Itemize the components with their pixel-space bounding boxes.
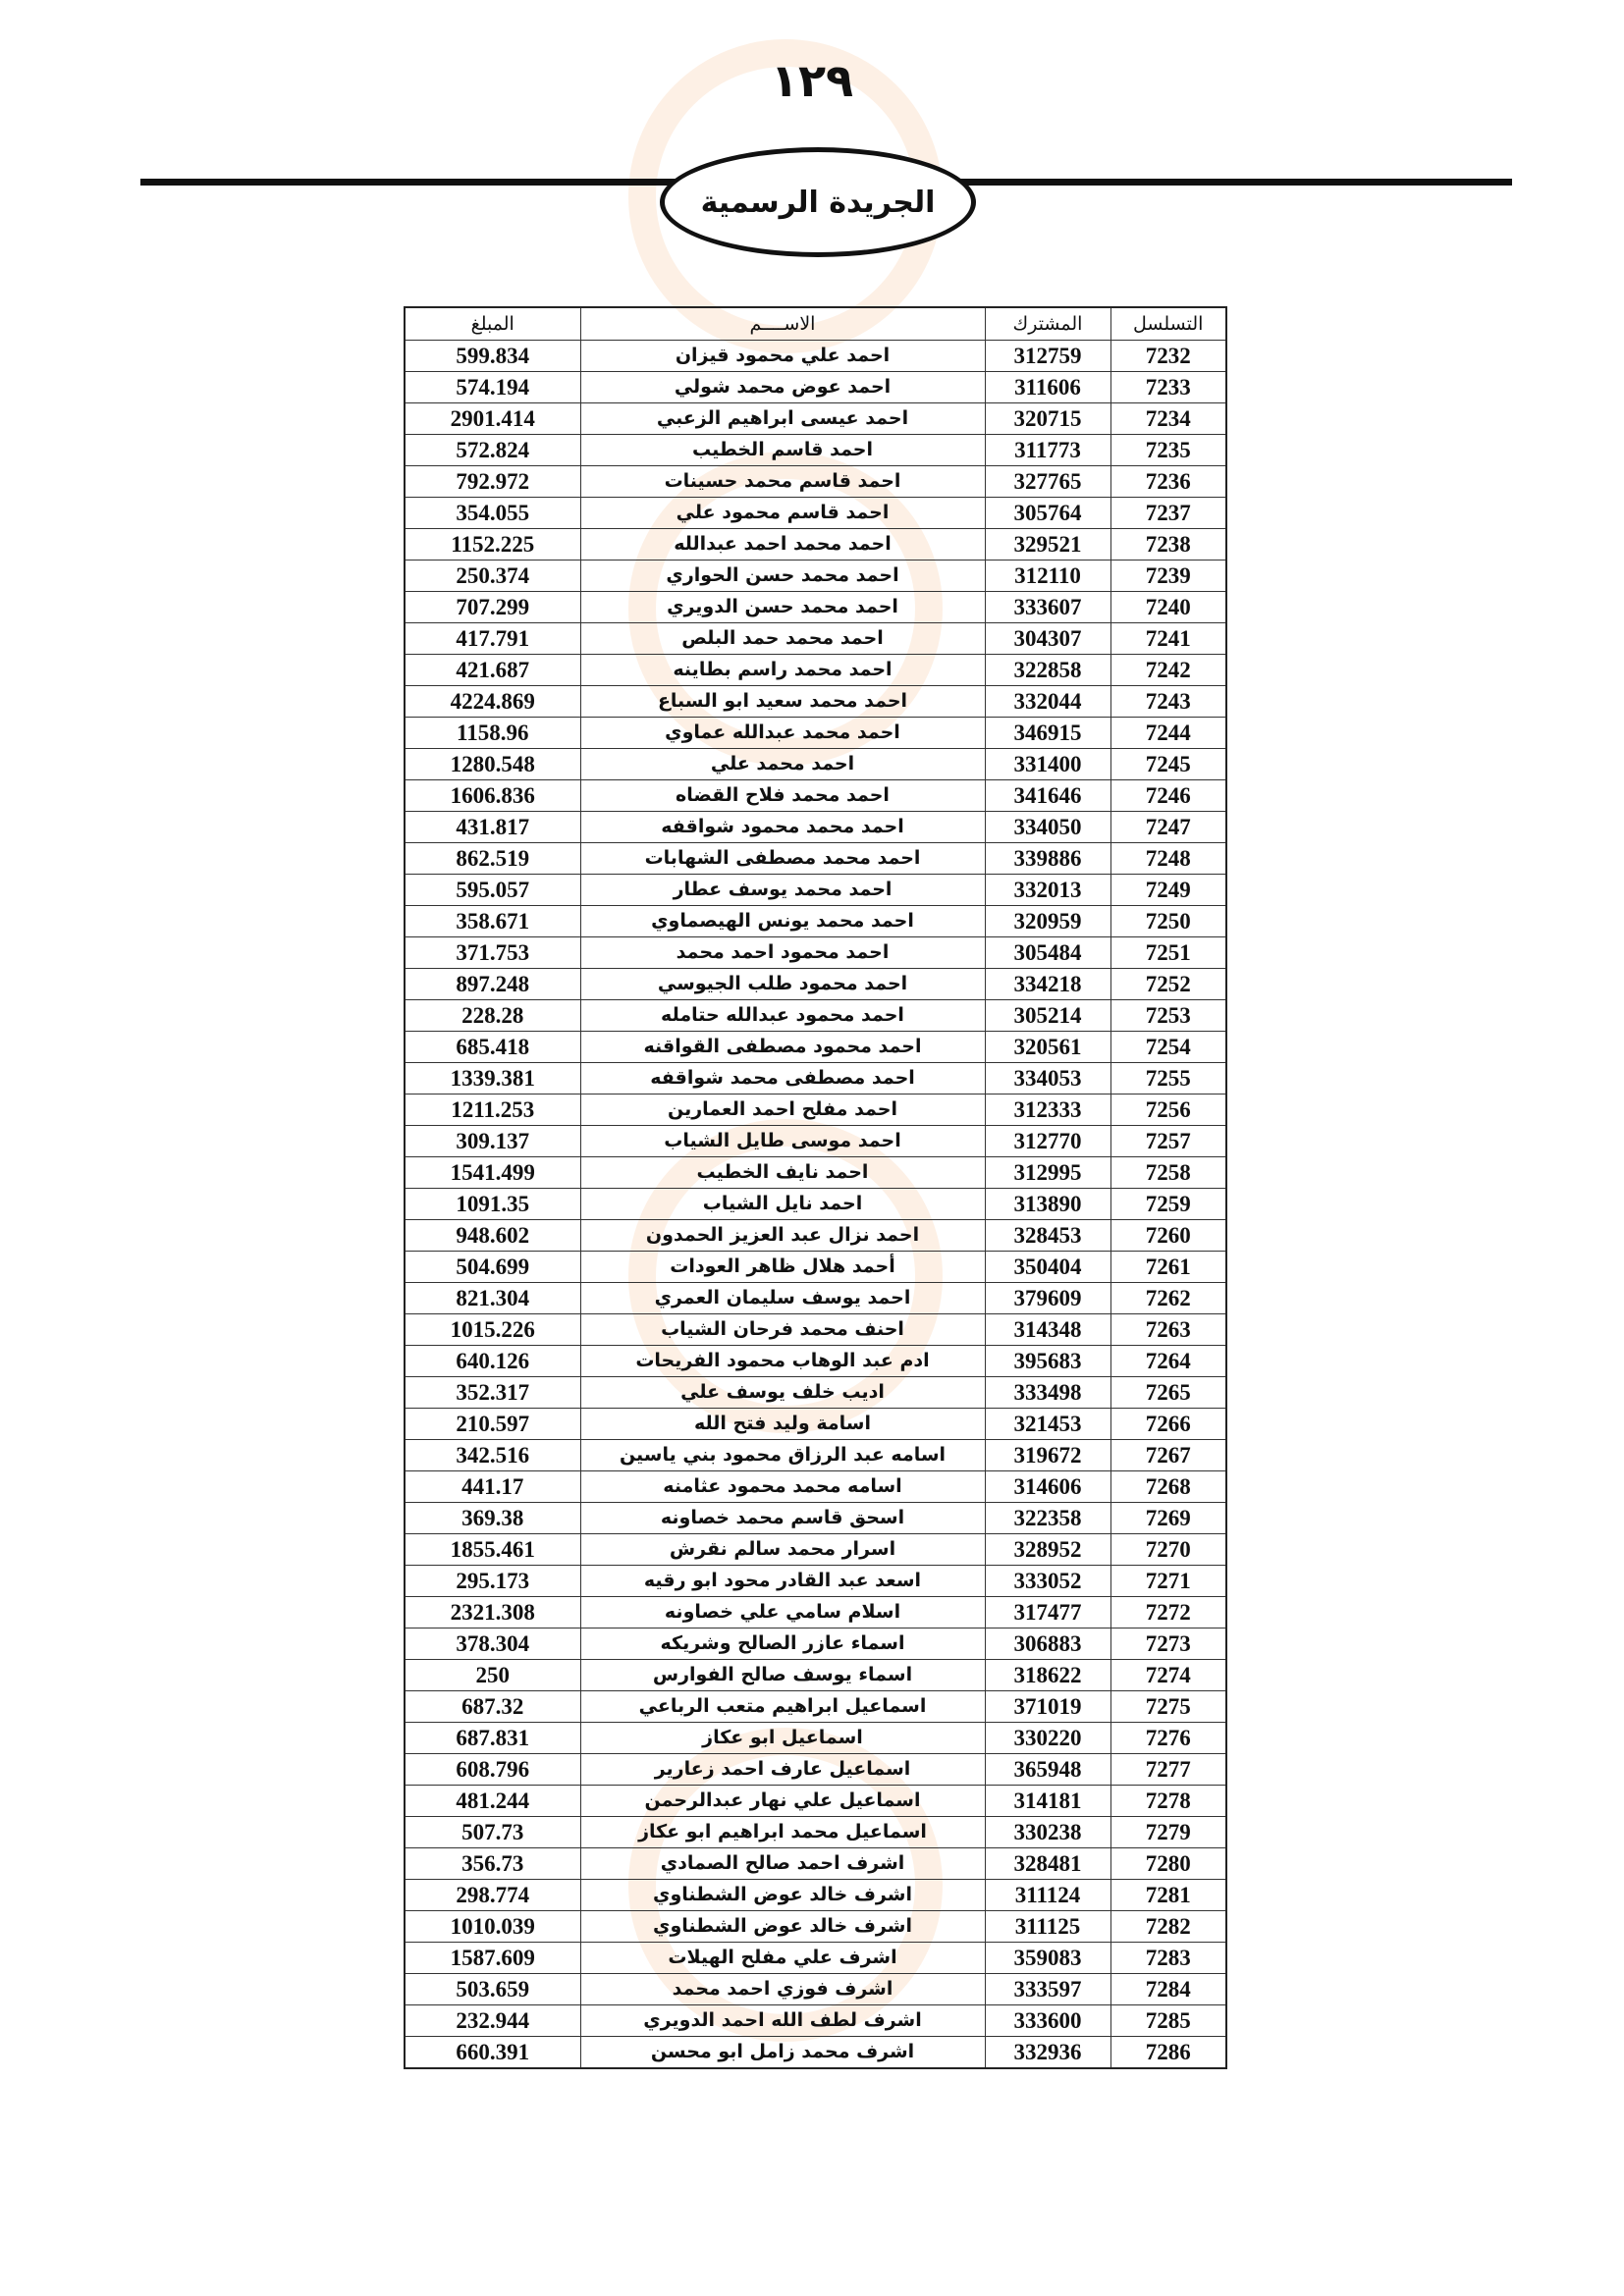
name-cell: احمد محمود احمد محمد (580, 937, 985, 969)
serial-cell: 7240 (1110, 592, 1226, 623)
table-row (405, 561, 1226, 592)
subscriber-cell: 311773 (985, 435, 1110, 466)
table-row (405, 1534, 1226, 1566)
table-row (405, 1566, 1226, 1597)
serial-cell: 7267 (1110, 1440, 1226, 1471)
serial-cell: 7277 (1110, 1754, 1226, 1786)
name-cell: اسامة وليد فتح الله (580, 1409, 985, 1440)
amount-cell: 599.834 (405, 341, 580, 372)
amount-cell: 507.73 (405, 1817, 580, 1848)
subscribers-table-container (404, 306, 1225, 2069)
amount-cell: 295.173 (405, 1566, 580, 1597)
name-cell: اسامه عبد الرزاق محمود بني ياسين (580, 1440, 985, 1471)
serial-cell: 7238 (1110, 529, 1226, 561)
name-cell: اشرف علي مفلح الهيلات (580, 1943, 985, 1974)
serial-cell: 7261 (1110, 1252, 1226, 1283)
serial-cell: 7265 (1110, 1377, 1226, 1409)
table-row (405, 1314, 1226, 1346)
serial-cell: 7271 (1110, 1566, 1226, 1597)
amount-cell: 1280.548 (405, 749, 580, 780)
table-row (405, 1723, 1226, 1754)
serial-cell: 7266 (1110, 1409, 1226, 1440)
table-row (405, 1189, 1226, 1220)
serial-cell: 7251 (1110, 937, 1226, 969)
amount-cell: 504.699 (405, 1252, 580, 1283)
name-cell: ادم عبد الوهاب محمود الفريحات (580, 1346, 985, 1377)
amount-cell: 1587.609 (405, 1943, 580, 1974)
name-cell: احمد محمد احمد عبدالله (580, 529, 985, 561)
subscriber-cell: 330220 (985, 1723, 1110, 1754)
serial-cell: 7286 (1110, 2037, 1226, 2069)
name-cell: اسرار محمد سالم نقرش (580, 1534, 985, 1566)
name-cell: اشرف لطف الله احمد الدويري (580, 2005, 985, 2037)
subscriber-cell: 304307 (985, 623, 1110, 655)
table-row (405, 372, 1226, 403)
name-cell: احمد محمد راسم بطاينه (580, 655, 985, 686)
subscriber-cell: 329521 (985, 529, 1110, 561)
serial-cell: 7257 (1110, 1126, 1226, 1157)
subscriber-cell: 359083 (985, 1943, 1110, 1974)
name-cell: احمد نايف الخطيب (580, 1157, 985, 1189)
amount-cell: 1855.461 (405, 1534, 580, 1566)
amount-cell: 250.374 (405, 561, 580, 592)
name-cell: احمد محمود مصطفى القواقنه (580, 1032, 985, 1063)
serial-cell: 7269 (1110, 1503, 1226, 1534)
name-cell: احمد محمد سعيد ابو السباع (580, 686, 985, 718)
amount-cell: 1339.381 (405, 1063, 580, 1095)
table-row (405, 1157, 1226, 1189)
table-row (405, 1440, 1226, 1471)
name-cell: اسماء يوسف صالح الفوارس (580, 1660, 985, 1691)
subscriber-cell: 313890 (985, 1189, 1110, 1220)
table-row (405, 1754, 1226, 1786)
amount-cell: 369.38 (405, 1503, 580, 1534)
subscriber-cell: 312110 (985, 561, 1110, 592)
name-cell: اشرف خالد عوض الشطناوي (580, 1880, 985, 1911)
table-row (405, 875, 1226, 906)
table-row (405, 1063, 1226, 1095)
serial-cell: 7260 (1110, 1220, 1226, 1252)
subscriber-cell: 334050 (985, 812, 1110, 843)
subscriber-cell: 327765 (985, 466, 1110, 498)
serial-cell: 7254 (1110, 1032, 1226, 1063)
table-row (405, 498, 1226, 529)
serial-cell: 7279 (1110, 1817, 1226, 1848)
subscriber-cell: 333052 (985, 1566, 1110, 1597)
table-row (405, 403, 1226, 435)
serial-cell: 7246 (1110, 780, 1226, 812)
amount-cell: 356.73 (405, 1848, 580, 1880)
amount-cell: 2321.308 (405, 1597, 580, 1629)
name-cell: احمد مفلح احمد العمارين (580, 1095, 985, 1126)
amount-cell: 685.418 (405, 1032, 580, 1063)
amount-cell: 897.248 (405, 969, 580, 1000)
name-cell: اسماعيل ابراهيم متعب الرباعي (580, 1691, 985, 1723)
table-row (405, 1252, 1226, 1283)
name-cell: احمد قاسم الخطيب (580, 435, 985, 466)
name-cell: احمد قاسم محمود علي (580, 498, 985, 529)
table-row (405, 1283, 1226, 1314)
serial-cell: 7253 (1110, 1000, 1226, 1032)
table-row (405, 1691, 1226, 1723)
table-row (405, 1000, 1226, 1032)
amount-cell: 1606.836 (405, 780, 580, 812)
name-cell: اسعد عبد القادر محود ابو رقيه (580, 1566, 985, 1597)
name-cell: اشرف احمد صالح الصمادي (580, 1848, 985, 1880)
subscriber-cell: 312759 (985, 341, 1110, 372)
serial-cell: 7282 (1110, 1911, 1226, 1943)
subscriber-cell: 346915 (985, 718, 1110, 749)
subscriber-cell: 322358 (985, 1503, 1110, 1534)
subscriber-cell: 332936 (985, 2037, 1110, 2069)
amount-cell: 862.519 (405, 843, 580, 875)
table-row (405, 466, 1226, 498)
subscriber-cell: 314348 (985, 1314, 1110, 1346)
subscriber-cell: 311124 (985, 1880, 1110, 1911)
amount-cell: 792.972 (405, 466, 580, 498)
subscriber-cell: 311606 (985, 372, 1110, 403)
amount-cell: 640.126 (405, 1346, 580, 1377)
amount-cell: 4224.869 (405, 686, 580, 718)
table-row (405, 937, 1226, 969)
subscriber-cell: 305764 (985, 498, 1110, 529)
serial-cell: 7252 (1110, 969, 1226, 1000)
name-cell: احمد عيسى ابراهيم الزعبي (580, 403, 985, 435)
name-cell: احمد محمود طلب الجيوسي (580, 969, 985, 1000)
name-cell: اسماعيل علي نهار عبدالرحمن (580, 1786, 985, 1817)
subscriber-cell: 318622 (985, 1660, 1110, 1691)
serial-cell: 7270 (1110, 1534, 1226, 1566)
amount-cell: 354.055 (405, 498, 580, 529)
gazette-masthead: الجريدة الرسمية (660, 147, 976, 257)
table-row (405, 1095, 1226, 1126)
table-row (405, 1126, 1226, 1157)
name-cell: احمد محمد عبدالله عماوي (580, 718, 985, 749)
amount-cell: 1010.039 (405, 1911, 580, 1943)
name-cell: اديب خلف يوسف علي (580, 1377, 985, 1409)
amount-cell: 687.32 (405, 1691, 580, 1723)
subscriber-cell: 328952 (985, 1534, 1110, 1566)
table-row (405, 843, 1226, 875)
subscriber-cell: 332044 (985, 686, 1110, 718)
name-cell: احمد قاسم محمد حسينات (580, 466, 985, 498)
table-header-row (405, 307, 1226, 341)
amount-cell: 1211.253 (405, 1095, 580, 1126)
table-row (405, 969, 1226, 1000)
serial-cell: 7255 (1110, 1063, 1226, 1095)
amount-cell: 1158.96 (405, 718, 580, 749)
subscriber-cell: 317477 (985, 1597, 1110, 1629)
amount-cell: 660.391 (405, 2037, 580, 2069)
serial-cell: 7273 (1110, 1629, 1226, 1660)
name-cell: احمد محمد حمد البلص (580, 623, 985, 655)
subscriber-cell: 331400 (985, 749, 1110, 780)
subscribers-table (404, 306, 1227, 2069)
subscriber-cell: 341646 (985, 780, 1110, 812)
table-row (405, 1817, 1226, 1848)
serial-cell: 7276 (1110, 1723, 1226, 1754)
amount-cell: 1541.499 (405, 1157, 580, 1189)
subscriber-cell: 365948 (985, 1754, 1110, 1786)
subscriber-cell: 332013 (985, 875, 1110, 906)
table-row (405, 812, 1226, 843)
amount-cell: 481.244 (405, 1786, 580, 1817)
serial-cell: 7264 (1110, 1346, 1226, 1377)
name-cell: اسامه محمد محمود عثامنه (580, 1471, 985, 1503)
serial-cell: 7232 (1110, 341, 1226, 372)
subscriber-cell: 314181 (985, 1786, 1110, 1817)
serial-cell: 7234 (1110, 403, 1226, 435)
subscriber-cell: 320959 (985, 906, 1110, 937)
serial-cell: 7248 (1110, 843, 1226, 875)
subscriber-cell: 379609 (985, 1283, 1110, 1314)
subscriber-cell: 306883 (985, 1629, 1110, 1660)
serial-cell: 7272 (1110, 1597, 1226, 1629)
table-row (405, 686, 1226, 718)
amount-cell: 1015.226 (405, 1314, 580, 1346)
table-row (405, 2005, 1226, 2037)
subscriber-cell: 311125 (985, 1911, 1110, 1943)
subscriber-cell: 339886 (985, 843, 1110, 875)
amount-cell: 441.17 (405, 1471, 580, 1503)
name-cell: احمد علي محمود قيزان (580, 341, 985, 372)
subscriber-cell: 322858 (985, 655, 1110, 686)
subscriber-cell: 312333 (985, 1095, 1110, 1126)
amount-cell: 228.28 (405, 1000, 580, 1032)
table-row (405, 623, 1226, 655)
subscriber-cell: 321453 (985, 1409, 1110, 1440)
amount-cell: 358.671 (405, 906, 580, 937)
serial-cell: 7245 (1110, 749, 1226, 780)
serial-cell: 7237 (1110, 498, 1226, 529)
name-cell: احمد محمد حسن الدويري (580, 592, 985, 623)
serial-cell: 7249 (1110, 875, 1226, 906)
table-row (405, 1503, 1226, 1534)
name-cell: احمد نايل الشياب (580, 1189, 985, 1220)
table-row (405, 1346, 1226, 1377)
amount-cell: 378.304 (405, 1629, 580, 1660)
name-cell: احمد مصطفى محمد شواقفه (580, 1063, 985, 1095)
table-row (405, 1220, 1226, 1252)
amount-cell: 210.597 (405, 1409, 580, 1440)
table-row (405, 435, 1226, 466)
table-row (405, 1848, 1226, 1880)
serial-cell: 7243 (1110, 686, 1226, 718)
amount-cell: 821.304 (405, 1283, 580, 1314)
subscriber-cell: 328453 (985, 1220, 1110, 1252)
serial-cell: 7268 (1110, 1471, 1226, 1503)
amount-cell: 250 (405, 1660, 580, 1691)
subscriber-cell: 333498 (985, 1377, 1110, 1409)
serial-cell: 7284 (1110, 1974, 1226, 2005)
subscriber-cell: 350404 (985, 1252, 1110, 1283)
amount-cell: 298.774 (405, 1880, 580, 1911)
amount-cell: 572.824 (405, 435, 580, 466)
amount-cell: 595.057 (405, 875, 580, 906)
serial-cell: 7242 (1110, 655, 1226, 686)
name-cell: احمد موسى طايل الشياب (580, 1126, 985, 1157)
table-row (405, 655, 1226, 686)
serial-cell: 7241 (1110, 623, 1226, 655)
table-row (405, 592, 1226, 623)
subscriber-cell: 312995 (985, 1157, 1110, 1189)
name-cell: أحمد هلال ظاهر العودات (580, 1252, 985, 1283)
name-cell: احمد محمد حسن الحواري (580, 561, 985, 592)
name-cell: احمد نزال عبد العزيز الحمدون (580, 1220, 985, 1252)
table-row (405, 1409, 1226, 1440)
amount-cell: 2901.414 (405, 403, 580, 435)
subscriber-cell: 333597 (985, 1974, 1110, 2005)
serial-cell: 7278 (1110, 1786, 1226, 1817)
amount-cell: 1152.225 (405, 529, 580, 561)
table-row (405, 1660, 1226, 1691)
name-cell: اسحق قاسم محمد خصاونه (580, 1503, 985, 1534)
serial-cell: 7283 (1110, 1943, 1226, 1974)
header-name: الاســــم (580, 307, 985, 341)
name-cell: اسماعيل محمد ابراهيم ابو عكاز (580, 1817, 985, 1848)
subscriber-cell: 371019 (985, 1691, 1110, 1723)
header-serial: التسلسل (1110, 307, 1226, 341)
amount-cell: 608.796 (405, 1754, 580, 1786)
subscriber-cell: 334218 (985, 969, 1110, 1000)
serial-cell: 7250 (1110, 906, 1226, 937)
name-cell: احمد محمد يونس الهيصماوي (580, 906, 985, 937)
subscriber-cell: 330238 (985, 1817, 1110, 1848)
name-cell: احنف محمد فرحان الشياب (580, 1314, 985, 1346)
amount-cell: 371.753 (405, 937, 580, 969)
subscriber-cell: 334053 (985, 1063, 1110, 1095)
serial-cell: 7263 (1110, 1314, 1226, 1346)
amount-cell: 421.687 (405, 655, 580, 686)
serial-cell: 7236 (1110, 466, 1226, 498)
subscriber-cell: 305214 (985, 1000, 1110, 1032)
serial-cell: 7259 (1110, 1189, 1226, 1220)
subscriber-cell: 312770 (985, 1126, 1110, 1157)
serial-cell: 7281 (1110, 1880, 1226, 1911)
name-cell: احمد محمد فلاح القضاه (580, 780, 985, 812)
name-cell: اسماعيل عارف احمد زعارير (580, 1754, 985, 1786)
amount-cell: 342.516 (405, 1440, 580, 1471)
table-row (405, 749, 1226, 780)
name-cell: احمد محمد علي (580, 749, 985, 780)
subscriber-cell: 320561 (985, 1032, 1110, 1063)
table-row (405, 529, 1226, 561)
name-cell: اسلام سامي علي خصاونه (580, 1597, 985, 1629)
serial-cell: 7235 (1110, 435, 1226, 466)
name-cell: اشرف خالد عوض الشطناوي (580, 1911, 985, 1943)
amount-cell: 948.602 (405, 1220, 580, 1252)
name-cell: احمد يوسف سليمان العمري (580, 1283, 985, 1314)
serial-cell: 7274 (1110, 1660, 1226, 1691)
table-row (405, 341, 1226, 372)
table-row (405, 1471, 1226, 1503)
subscriber-cell: 333600 (985, 2005, 1110, 2037)
amount-cell: 574.194 (405, 372, 580, 403)
serial-cell: 7233 (1110, 372, 1226, 403)
serial-cell: 7258 (1110, 1157, 1226, 1189)
subscriber-cell: 328481 (985, 1848, 1110, 1880)
name-cell: احمد محمد يوسف عطار (580, 875, 985, 906)
table-row (405, 1032, 1226, 1063)
serial-cell: 7244 (1110, 718, 1226, 749)
subscriber-cell: 395683 (985, 1346, 1110, 1377)
amount-cell: 417.791 (405, 623, 580, 655)
name-cell: اسماعيل ابو عكاز (580, 1723, 985, 1754)
amount-cell: 352.317 (405, 1377, 580, 1409)
name-cell: احمد محمد محمود شواقفه (580, 812, 985, 843)
table-row (405, 780, 1226, 812)
serial-cell: 7247 (1110, 812, 1226, 843)
subscriber-cell: 319672 (985, 1440, 1110, 1471)
table-row (405, 1629, 1226, 1660)
name-cell: احمد محمود عبدالله حتامله (580, 1000, 985, 1032)
subscriber-cell: 305484 (985, 937, 1110, 969)
name-cell: اسماء عازر الصالح وشريكه (580, 1629, 985, 1660)
name-cell: اشرف فوزي احمد محمد (580, 1974, 985, 2005)
table-row (405, 1943, 1226, 1974)
serial-cell: 7280 (1110, 1848, 1226, 1880)
serial-cell: 7256 (1110, 1095, 1226, 1126)
page-number: ١٢٩ (770, 54, 854, 107)
table-row (405, 1911, 1226, 1943)
header-subscriber: المشترك (985, 307, 1110, 341)
serial-cell: 7275 (1110, 1691, 1226, 1723)
table-row (405, 2037, 1226, 2069)
subscriber-cell: 320715 (985, 403, 1110, 435)
name-cell: احمد عوض محمد شولي (580, 372, 985, 403)
table-row (405, 906, 1226, 937)
table-row (405, 1974, 1226, 2005)
table-row (405, 1597, 1226, 1629)
serial-cell: 7285 (1110, 2005, 1226, 2037)
amount-cell: 309.137 (405, 1126, 580, 1157)
amount-cell: 232.944 (405, 2005, 580, 2037)
table-row (405, 1880, 1226, 1911)
subscriber-cell: 314606 (985, 1471, 1110, 1503)
amount-cell: 687.831 (405, 1723, 580, 1754)
header-amount: المبلغ (405, 307, 580, 341)
subscriber-cell: 333607 (985, 592, 1110, 623)
amount-cell: 503.659 (405, 1974, 580, 2005)
table-row (405, 1786, 1226, 1817)
amount-cell: 1091.35 (405, 1189, 580, 1220)
amount-cell: 707.299 (405, 592, 580, 623)
serial-cell: 7262 (1110, 1283, 1226, 1314)
amount-cell: 431.817 (405, 812, 580, 843)
table-body (405, 341, 1226, 2069)
table-row (405, 1377, 1226, 1409)
table-row (405, 718, 1226, 749)
name-cell: اشرف محمد زامل ابو محسن (580, 2037, 985, 2069)
name-cell: احمد محمد مصطفى الشهابات (580, 843, 985, 875)
serial-cell: 7239 (1110, 561, 1226, 592)
